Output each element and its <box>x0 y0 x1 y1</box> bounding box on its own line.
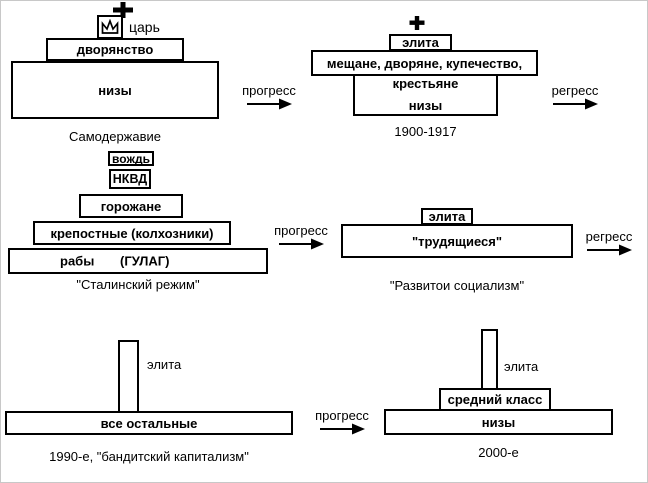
thousands-middle-class-box: средний класс <box>439 388 551 411</box>
thousands-caption: 2000-е <box>478 445 519 460</box>
stalin-nkvd-box: НКВД <box>109 169 151 189</box>
cross-icon <box>408 16 426 30</box>
right-arrow-icon <box>278 238 324 250</box>
thousands-elite-label: элита <box>504 359 539 374</box>
stalin-caption: "Сталинский режим" <box>76 277 200 292</box>
progress-arrow-3 <box>314 408 370 435</box>
stalin-slaves-label: рабы <box>60 253 95 269</box>
autocracy-lower-box: низы <box>11 61 219 119</box>
progress-arrow-1 <box>241 83 297 110</box>
socialism-caption: "Развитои социализм" <box>389 278 525 293</box>
socialism-workers-box: "трудящиеся" <box>341 224 573 258</box>
stalin-townspeople-box: горожане <box>79 194 183 218</box>
stalin-serfs-box: крепостные (колхозники) <box>33 221 231 245</box>
autocracy-nobility-box: дворянство <box>46 38 184 61</box>
regress-arrow-2 <box>583 229 635 256</box>
crown-icon <box>100 19 120 35</box>
revolution-elite-box: элита <box>389 34 452 51</box>
nineties-elite-column <box>118 340 139 413</box>
regress-arrow-2-label: регресс <box>585 229 633 244</box>
progress-arrow-1-label: прогресс <box>242 83 296 98</box>
stalin-gulag-label: (ГУЛАГ) <box>120 253 170 269</box>
revolution-upper-box: мещане, дворяне, купечество, <box>311 50 538 76</box>
nineties-elite-label: элита <box>147 357 182 372</box>
stalin-slaves-box <box>8 248 268 274</box>
stalin-leader-box: вождь <box>108 151 154 166</box>
revolution-middle-label: крестьяне <box>392 76 459 91</box>
right-arrow-icon <box>246 98 292 110</box>
right-arrow-icon <box>319 423 365 435</box>
progress-arrow-3-label: прогресс <box>315 408 369 423</box>
tsar-label: царь <box>129 19 160 35</box>
thousands-lower-box: низы <box>384 409 613 435</box>
nineties-rest-box: все остальные <box>5 411 293 435</box>
regress-arrow-1-label: регресс <box>551 83 599 98</box>
nineties-caption: 1990-е, "бандитский капитализм" <box>49 449 249 464</box>
progress-arrow-2 <box>273 223 329 250</box>
regress-arrow-1 <box>549 83 601 110</box>
right-arrow-icon <box>586 244 632 256</box>
progress-arrow-2-label: прогресс <box>274 223 328 238</box>
socialism-elite-box: элита <box>421 208 473 225</box>
autocracy-caption: Самодержавие <box>68 129 161 144</box>
right-arrow-icon <box>552 98 598 110</box>
thousands-elite-column <box>481 329 498 390</box>
revolution-lower-label: низы <box>408 98 443 113</box>
tsar-crown-box <box>97 15 123 39</box>
revolution-caption: 1900-1917 <box>394 124 457 139</box>
